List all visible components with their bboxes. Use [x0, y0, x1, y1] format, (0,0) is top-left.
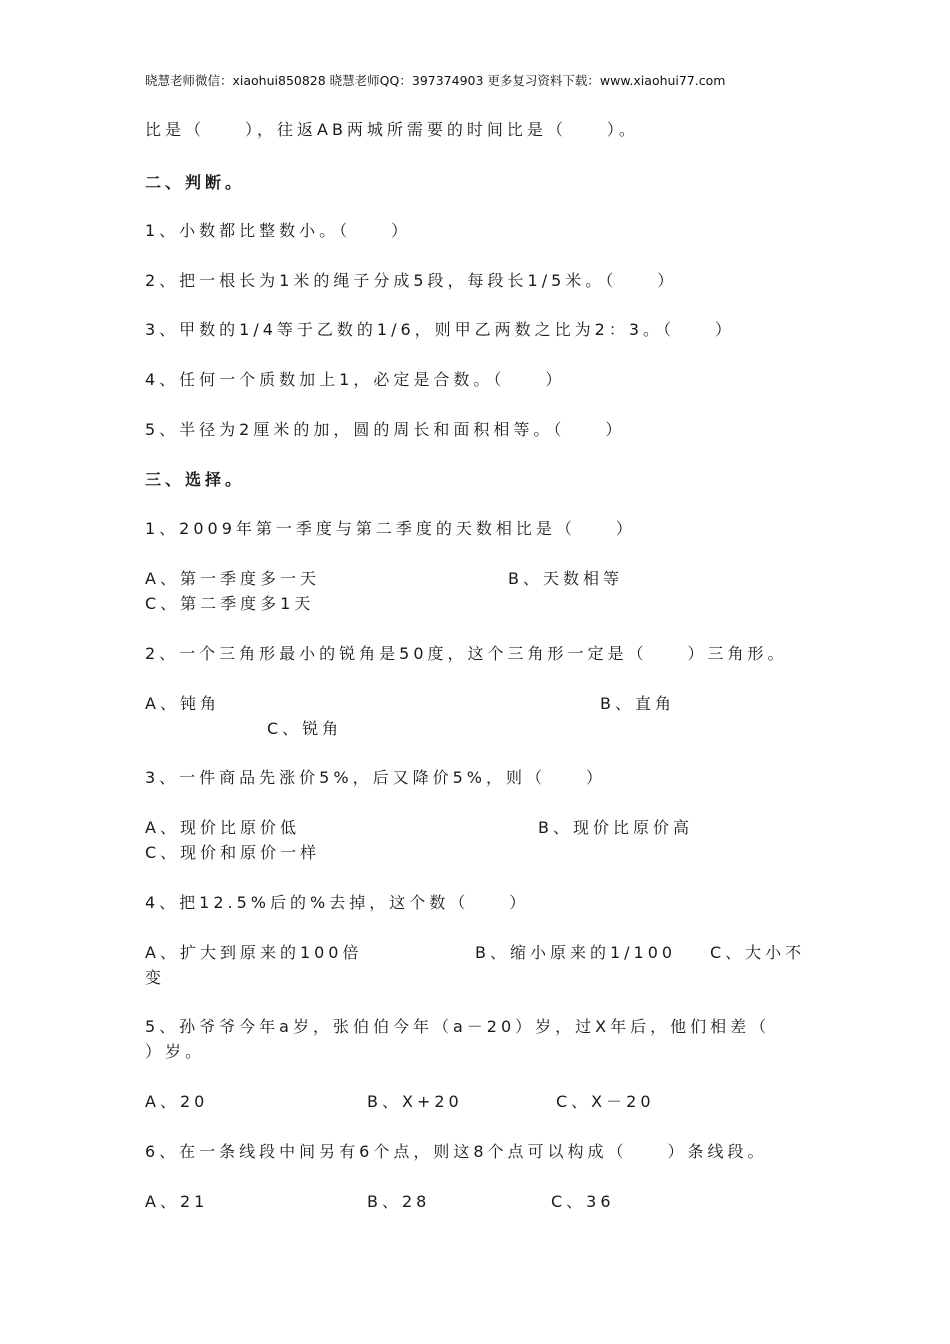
choice-question-5: 5、孙爷爷今年a岁，张伯伯今年（a－20）岁，过X年后，他们相差（: [145, 1017, 771, 1036]
choice-q4-option-b: B、缩小原来的1/100: [475, 943, 677, 962]
choice-q3-option-c: C、现价和原价一样: [145, 843, 321, 862]
choice-q6-option-a: A、21: [145, 1192, 209, 1211]
choice-q3-option-b: B、现价比原价高: [538, 818, 693, 837]
choice-question-6: 6、在一条线段中间另有6个点，则这8个点可以构成（ ）条线段。: [145, 1142, 768, 1161]
judge-item-2: 2、把一根长为1米的绳子分成5段，每段长1/5米。（ ）: [145, 271, 678, 290]
choice-q5-option-a: A、20: [145, 1092, 209, 1111]
choice-q2-option-a: A、钝角: [145, 694, 220, 713]
judge-item-3: 3、甲数的1/4等于乙数的1/6，则甲乙两数之比为2：3。（ ）: [145, 320, 736, 339]
choice-q6-option-b: B、28: [367, 1192, 431, 1211]
choice-question-4: 4、把12.5%后的%去掉，这个数（ ）: [145, 893, 530, 912]
choice-q2-option-c: C、锐角: [267, 719, 343, 738]
choice-q4-option-c-cont: 变: [145, 968, 166, 987]
choice-q6-option-c: C、36: [551, 1192, 615, 1211]
choice-q1-option-a: A、第一季度多一天: [145, 569, 320, 588]
choice-q1-option-c: C、第二季度多1天: [145, 594, 315, 613]
intro-line: 比是（ ），往返AB两城所需要的时间比是（ ）。: [145, 120, 639, 139]
choice-q5-option-c: C、X－20: [556, 1092, 655, 1111]
section-title-judge: 二、判断。: [145, 173, 246, 192]
choice-question-3: 3、一件商品先涨价5%，后又降价5%，则（ ）: [145, 768, 606, 787]
choice-question-2: 2、一个三角形最小的锐角是50度，这个三角形一定是（ ）三角形。: [145, 644, 788, 663]
judge-item-1: 1、小数都比整数小。（ ）: [145, 221, 412, 240]
judge-item-5: 5、半径为2厘米的加，圆的周长和面积相等。（ ）: [145, 420, 626, 439]
page-header: 晓慧老师微信：xiaohui850828 晓慧老师QQ：397374903 更多复习资料下载：www.xiaohui77.com: [145, 73, 726, 88]
choice-q2-option-b: B、直角: [600, 694, 675, 713]
choice-question-1: 1、2009年第一季度与第二季度的天数相比是（ ）: [145, 519, 636, 538]
choice-q4-option-a: A、扩大到原来的100倍: [145, 943, 363, 962]
choice-q5-option-b: B、X+20: [367, 1092, 463, 1111]
choice-q4-option-c: C、大小不: [710, 943, 806, 962]
section-title-choice: 三、选择。: [145, 470, 246, 489]
choice-q1-option-b: B、天数相等: [508, 569, 623, 588]
judge-item-4: 4、任何一个质数加上1，必定是合数。（ ）: [145, 370, 566, 389]
choice-question-5-cont: ）岁。: [145, 1042, 206, 1061]
choice-q3-option-a: A、现价比原价低: [145, 818, 300, 837]
